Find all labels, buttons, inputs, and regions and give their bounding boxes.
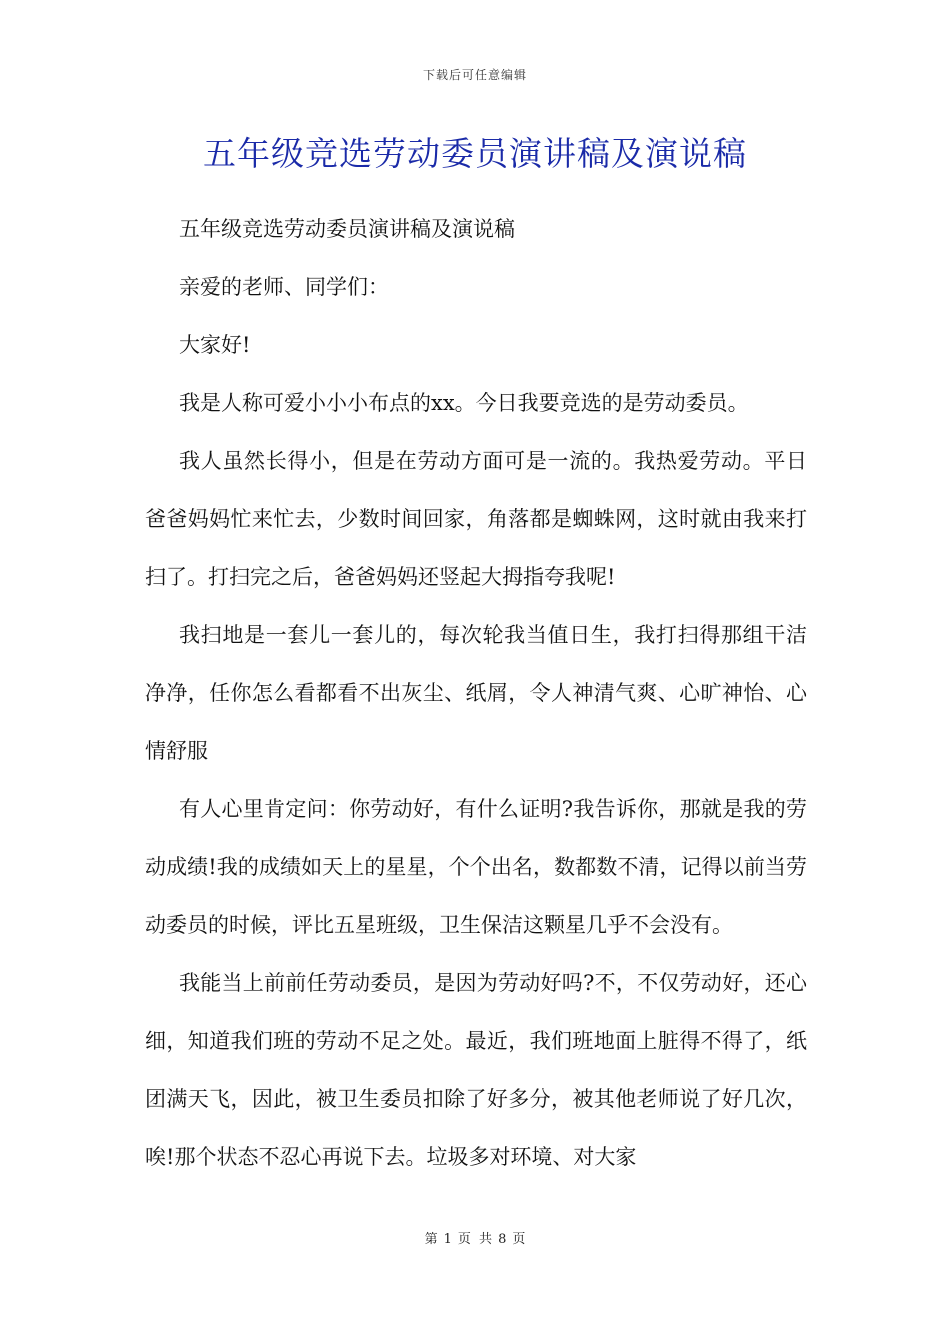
paragraph-body: 有人心里肯定问：你劳动好，有什么证明?我告诉你，那就是我的劳动成绩!我的成绩如天上的星星，个个出名，数都数不清，记得以前当劳动委员的时候，评比五星班级，卫生保洁这颗星几乎不会没有。 — [145, 797, 807, 937]
paragraph-body: 我人虽然长得小，但是在劳动方面可是一流的。我热爱劳动。平日爸爸妈妈忙来忙去，少数时间回家，角落都是蜘蛛网，这时就由我来打扫了。打扫完之后，爸爸妈妈还竖起大拇指夸我呢! — [145, 449, 807, 589]
current-page-number: 1 — [443, 1232, 452, 1247]
header-note: 下载后可任意编辑 — [422, 68, 527, 82]
page-label-mid: 页 共 — [457, 1232, 493, 1247]
page-label-suffix: 页 — [512, 1232, 526, 1247]
page-footer — [0, 1228, 950, 1247]
paragraph-body: 我扫地是一套儿一套儿的，每次轮我当值日生，我打扫得那组干洁净净，任你怎么看都看不出灰尘、纸屑，令人神清气爽、心旷神怡、心情舒服 — [145, 623, 807, 763]
paragraph-intro: 我是人称可爱小小小布点的xx。今日我要竞选的是劳动委员。 — [179, 391, 749, 415]
document-body — [145, 200, 807, 1186]
paragraph-greeting: 亲爱的老师、同学们： — [179, 275, 389, 299]
total-pages-number: 8 — [498, 1232, 507, 1247]
page-label-prefix: 第 — [424, 1232, 438, 1247]
paragraph-subtitle: 五年级竞选劳动委员演讲稿及演说稿 — [179, 217, 515, 241]
paragraph-hello: 大家好! — [179, 333, 251, 357]
document-title: 五年级竞选劳动委员演讲稿及演说稿 — [203, 134, 747, 173]
paragraph-body: 我能当上前前任劳动委员，是因为劳动好吗?不，不仅劳动好，还心细，知道我们班的劳动不足之处。最近，我们班地面上脏得不得了，纸团满天飞，因此，被卫生委员扣除了好多分，被其他老师说了好几次，唉!那个状态不忍心再说下去。垃圾多对环境、对大家 — [145, 971, 807, 1169]
